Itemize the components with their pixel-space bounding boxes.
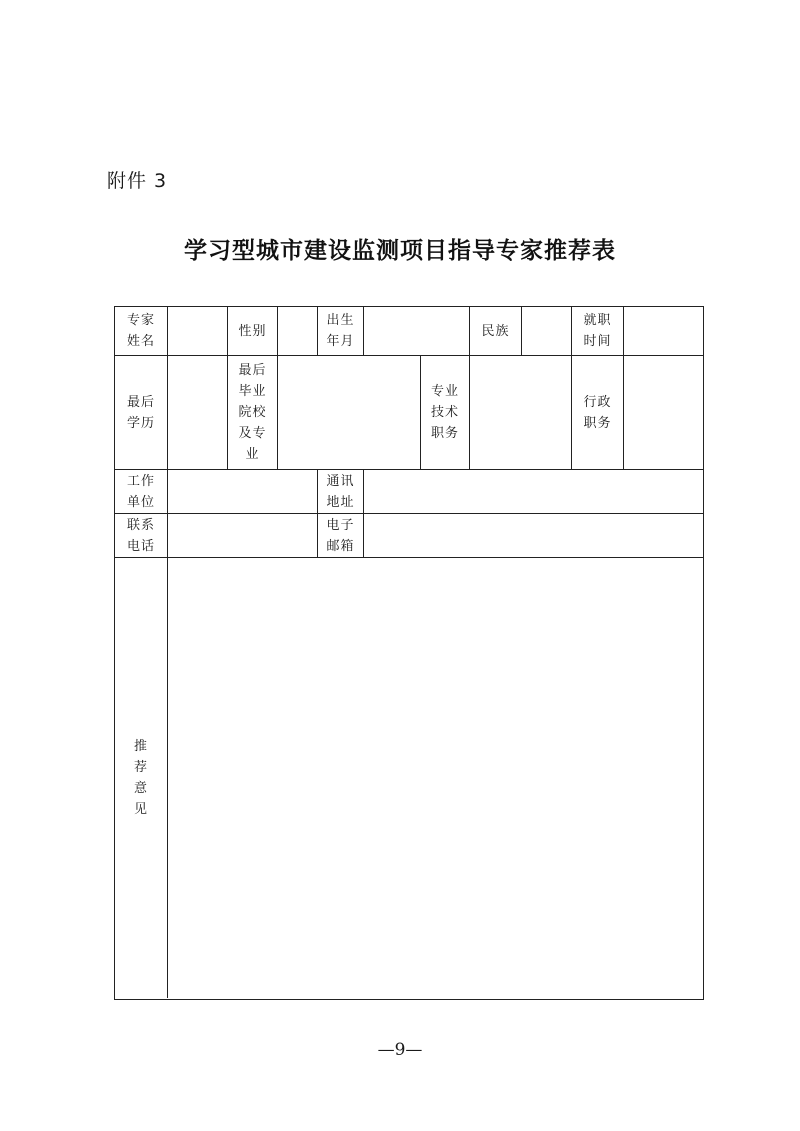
expert-name-label: 专家 姓名: [126, 313, 155, 349]
phone-field[interactable]: [167, 513, 317, 557]
birth-date-field[interactable]: [363, 307, 469, 355]
tech-title-field[interactable]: [469, 355, 571, 469]
admin-title-label: 行政 职务: [571, 355, 623, 469]
workplace-field[interactable]: [167, 469, 317, 513]
ethnicity-field[interactable]: [521, 307, 571, 355]
employment-time-label: 就职 时间: [571, 307, 623, 355]
page-number: —9—: [377, 1040, 423, 1060]
gender-label: 性别: [227, 307, 277, 355]
expert-recommendation-form: [114, 306, 704, 1000]
attachment-label: 附件 3: [107, 170, 168, 192]
employment-time-field[interactable]: [623, 307, 703, 355]
email-label: 电子 邮箱: [317, 513, 363, 557]
mailing-address-field[interactable]: [363, 469, 703, 513]
gender-field[interactable]: [277, 307, 317, 355]
tech-title-label: 专业 技术 职务: [420, 355, 469, 469]
ethnicity-label: 民族: [469, 307, 521, 355]
email-field[interactable]: [363, 513, 703, 557]
document-title: 学习型城市建设监测项目指导专家推荐表: [184, 237, 616, 264]
school-major-label: 最后 毕业 院校 及专 业: [227, 355, 277, 469]
phone-label: 联系 电话: [115, 513, 167, 557]
recommendation-label: 推 荐 意 见: [115, 557, 167, 998]
mailing-address-label: 通讯 地址: [317, 469, 363, 513]
education-label: 最后 学历: [115, 355, 167, 469]
workplace-label: 工作 单位: [115, 469, 167, 513]
education-field[interactable]: [167, 355, 227, 469]
expert-name-field[interactable]: [167, 307, 227, 355]
recommendation-field[interactable]: [167, 557, 703, 998]
school-major-field[interactable]: [277, 355, 420, 469]
birth-date-label: 出生 年月: [317, 307, 363, 355]
admin-title-field[interactable]: [623, 355, 703, 469]
